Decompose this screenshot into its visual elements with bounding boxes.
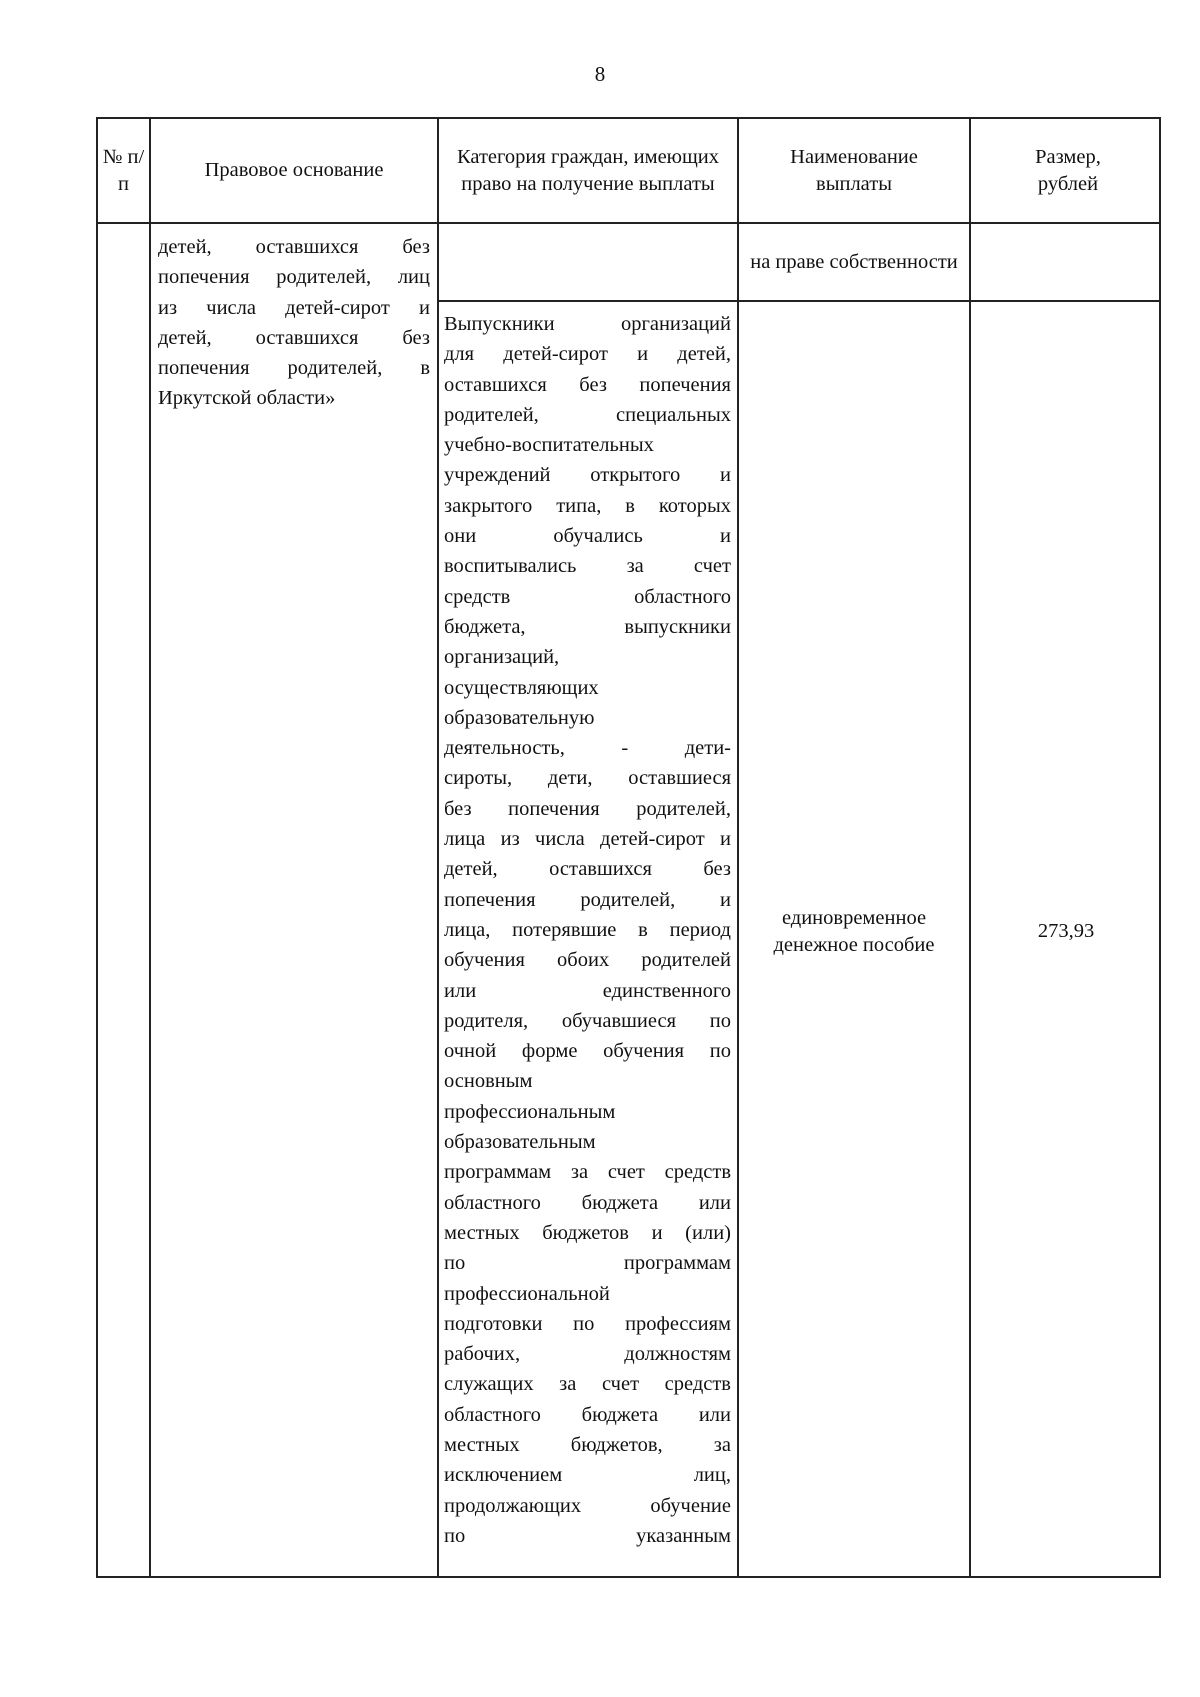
header-amount: Размер, рублей [1035, 145, 1101, 195]
category-line: родителей, специальных [444, 403, 731, 426]
legal-basis-cell [158, 232, 430, 414]
category-line: оставшихся без попечения [444, 373, 731, 396]
category-line: они обучались и [444, 525, 731, 548]
legal-basis-line: детей, оставшихся без [158, 236, 430, 258]
row1-payment-name: на праве собственности [750, 250, 958, 273]
category-line: местных бюджетов и (или) [444, 1221, 731, 1244]
category-line: очной форме обучения по [444, 1040, 731, 1063]
category-line: лица из числа детей-сирот и [444, 828, 731, 851]
col-divider [149, 119, 151, 1576]
row2-category-cell [444, 309, 731, 1551]
category-line: или единственного [444, 979, 731, 1002]
category-line: образовательную [444, 706, 595, 729]
legal-basis-line: попечения родителей, в [158, 357, 430, 380]
category-line: местных бюджетов, за [444, 1433, 731, 1456]
category-line: закрытого типа, в которых [444, 494, 731, 517]
category-line: рабочих, должностям [444, 1343, 731, 1366]
category-line: воспитывались за счет [444, 555, 731, 578]
header-legal-basis: Правовое основание [204, 159, 384, 181]
row2-amount-text: 273,93 [1037, 920, 1095, 942]
category-line: детей, оставшихся без [444, 858, 731, 881]
category-line: обучения обоих родителей [444, 949, 731, 972]
category-line: служащих за счет средств [444, 1373, 731, 1396]
category-line: родителя, обучавшиеся по [444, 1009, 731, 1032]
col-divider [437, 119, 439, 1576]
header-num: № п/п [102, 145, 145, 195]
category-line: образовательным [444, 1131, 596, 1154]
legal-basis-line: из числа детей-сирот и [158, 296, 430, 319]
header-category: Категория граждан, имеющих право на получение выплаты [457, 145, 719, 195]
row2-amount [971, 302, 1161, 1576]
category-line: для детей-сирот и детей, [444, 343, 731, 366]
category-line: без попечения родителей, [444, 797, 731, 820]
category-line: сироты, дети, оставшиеся [444, 767, 731, 790]
category-line: попечения родителей, и [444, 888, 731, 911]
payments-table [96, 117, 1161, 1578]
category-line: профессиональным [444, 1100, 616, 1123]
category-line: бюджета, выпускники [444, 615, 731, 638]
page-number: 8 [594, 62, 606, 86]
legal-basis-line: детей, оставшихся без [158, 326, 430, 349]
header-divider [98, 222, 1161, 224]
category-line: учреждений открытого и [444, 464, 731, 487]
category-line: лица, потерявшие в период [444, 918, 731, 941]
category-line: областного бюджета или [444, 1191, 731, 1214]
category-line: по указанным [444, 1524, 731, 1547]
category-line: продолжающих обучение [444, 1494, 731, 1517]
category-line: осуществляющих [444, 676, 599, 699]
row2-payment-name-text: единовременное денежное пособие [773, 906, 935, 956]
category-line: исключением лиц, [444, 1464, 731, 1487]
category-line: средств областного [444, 585, 731, 608]
category-line: организаций, [444, 646, 560, 669]
legal-basis-line: попечения родителей, лиц [158, 266, 430, 289]
category-line: основным [444, 1070, 533, 1093]
row2-payment-name [739, 302, 969, 1576]
category-line: профессиональной [444, 1282, 610, 1305]
category-line: деятельность, - дети- [444, 737, 731, 760]
category-line: подготовки по профессиям [444, 1312, 731, 1335]
header-payment-name: Наименование выплаты [790, 145, 918, 195]
category-line: областного бюджета или [444, 1403, 731, 1426]
category-line: Выпускники организаций [444, 313, 731, 335]
legal-basis-line: Иркутской области» [158, 387, 336, 410]
category-line: программам за счет средств [444, 1161, 731, 1184]
category-line: по программам [444, 1252, 731, 1275]
category-line: учебно-воспитательных [444, 434, 654, 457]
